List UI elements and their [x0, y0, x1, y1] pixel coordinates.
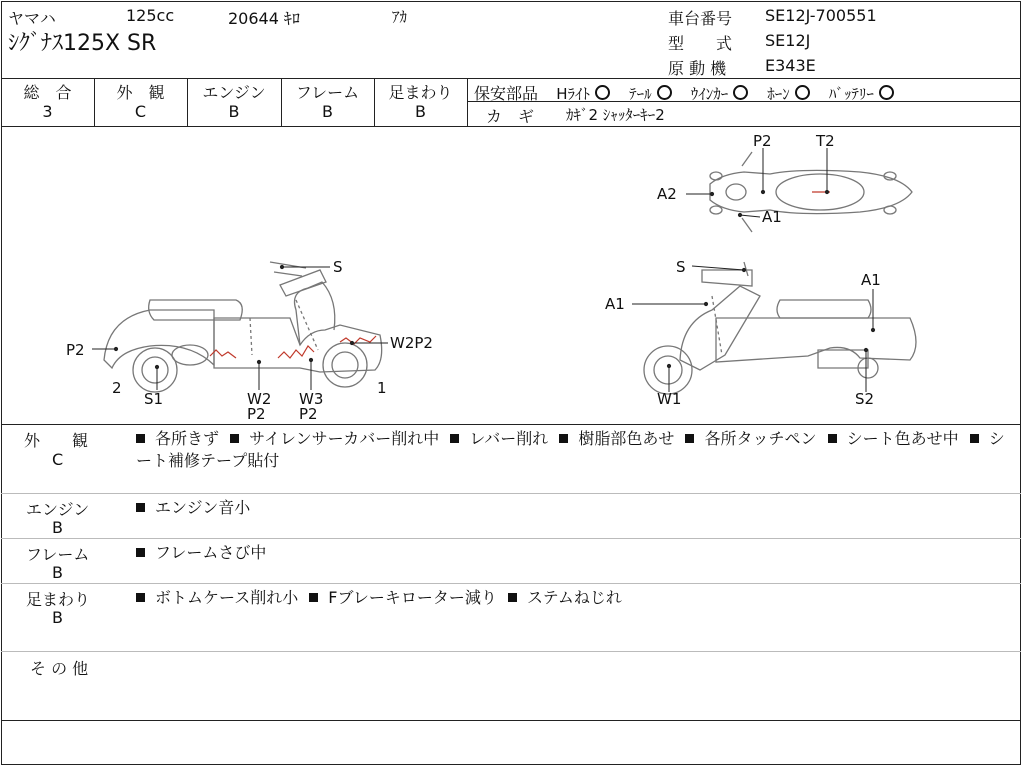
label-left-p2c: P2	[299, 405, 318, 423]
damage-marks	[210, 192, 830, 358]
overall-label: 総 合	[23, 83, 72, 102]
suspension-grade: B	[415, 102, 426, 121]
bullet-icon	[970, 434, 979, 443]
ok-circle-icon	[879, 85, 894, 100]
remark-item: 各所タッチペン	[704, 429, 817, 448]
remark-item: シート色あせ中	[846, 429, 959, 448]
overall-grade: 3	[42, 102, 53, 121]
label-left-2: 2	[112, 379, 122, 397]
remark-item: シート補修テープ貼付	[136, 429, 1005, 470]
bullet-icon	[685, 434, 694, 443]
damage-diagram	[0, 127, 1024, 425]
type-value: SE12J	[765, 31, 811, 50]
label-right-a1a: A1	[605, 295, 625, 313]
remark-suspension-label: 足まわり	[26, 590, 91, 609]
remark-other-label: そ の 他	[30, 659, 89, 678]
remark-engine-items	[136, 497, 250, 519]
label-left-w2p2: W2P2	[390, 334, 433, 352]
engine-label: エンジン	[202, 83, 266, 102]
remark-exterior-items	[136, 428, 1016, 472]
remark-suspension-grade: B	[52, 608, 63, 627]
displacement: 125cc	[126, 6, 175, 25]
divider	[1, 538, 1021, 539]
bullet-icon	[559, 434, 568, 443]
safety-parts	[474, 81, 894, 104]
chassis-label: 車台番号	[668, 9, 733, 28]
label-left-s1: S1	[144, 390, 164, 408]
label-right-s2: S2	[855, 390, 875, 408]
safety-item-taillight: ﾃｰﾙ	[629, 85, 652, 103]
label-top-a1: A1	[762, 208, 782, 226]
divider	[1, 651, 1021, 652]
remark-exterior-label: 外 観	[24, 431, 89, 450]
label-right-s: S	[676, 258, 686, 276]
engine-grade: B	[228, 102, 240, 121]
remark-item: 各所きず	[155, 429, 220, 448]
key-value: ｶｷﾞ2 ｼｬｯﾀｰｷｰ2	[566, 106, 665, 124]
safety-title: 保安部品	[474, 84, 539, 103]
divider	[1, 78, 1021, 79]
bullet-icon	[450, 434, 459, 443]
remark-frame-label: フレーム	[26, 545, 90, 564]
scooter-left-view	[104, 262, 382, 392]
remark-exterior-grade: C	[52, 450, 64, 469]
label-left-p2: P2	[66, 341, 85, 359]
remark-suspension-items	[136, 587, 622, 609]
label-left-1: 1	[377, 379, 387, 397]
safety-item-headlight: Hﾗｲﾄ	[556, 85, 590, 103]
divider	[1, 424, 1021, 425]
label-right-w1: W1	[657, 390, 682, 408]
chassis-value: SE12J-700551	[765, 6, 877, 25]
label-left-w2: W2	[247, 390, 272, 408]
label-left-s: S	[333, 258, 343, 276]
mileage: 20644 ｷﾛ	[228, 9, 300, 28]
type-label: 型 式	[668, 34, 733, 53]
engine-model-value: E343E	[765, 56, 816, 75]
label-top-t2: T2	[816, 132, 835, 150]
remark-item: ステムねじれ	[526, 588, 622, 607]
exterior-label: 外 観	[116, 83, 165, 102]
bullet-icon	[136, 593, 145, 602]
ok-circle-icon	[795, 85, 810, 100]
ok-circle-icon	[595, 85, 610, 100]
label-right-a1b: A1	[861, 271, 881, 289]
remark-item: ボトムケース削れ小	[155, 588, 299, 607]
remark-item: サイレンサーカバー削れ中	[249, 429, 440, 448]
damage-mark	[278, 346, 314, 358]
label-top-p2: P2	[753, 132, 772, 150]
remark-frame-items	[136, 542, 266, 564]
remark-item: Fブレーキローター減り	[328, 588, 497, 607]
bullet-icon	[136, 503, 145, 512]
ok-circle-icon	[657, 85, 672, 100]
bullet-icon	[230, 434, 239, 443]
bullet-icon	[309, 593, 318, 602]
remark-item: フレームさび中	[155, 543, 267, 562]
divider	[467, 78, 468, 126]
bullet-icon	[136, 548, 145, 557]
frame-label: フレーム	[295, 83, 360, 102]
remark-engine-label: エンジン	[26, 500, 90, 519]
bullet-icon	[136, 434, 145, 443]
safety-item-battery: ﾊﾞｯﾃﾘｰ	[828, 85, 874, 103]
model-name: ｼｸﾞﾅｽ125X SR	[8, 31, 157, 56]
color: ｱｶ	[392, 8, 408, 26]
frame-grade: B	[322, 102, 333, 121]
key-label: カ ギ	[486, 107, 535, 126]
engine-model-label: 原 動 機	[668, 59, 727, 78]
remark-item: レバー削れ	[469, 429, 549, 448]
remark-item: 樹脂部色あせ	[578, 429, 675, 448]
label-left-p2b: P2	[247, 405, 266, 423]
remark-engine-grade: B	[52, 518, 63, 537]
scooter-top-view	[710, 152, 912, 232]
safety-item-horn: ﾎｰﾝ	[767, 85, 790, 103]
remark-frame-grade: B	[52, 563, 63, 582]
maker: ヤマハ	[8, 9, 56, 28]
exterior-grade: C	[134, 102, 147, 121]
bullet-icon	[508, 593, 517, 602]
divider	[1, 720, 1021, 721]
bullet-icon	[828, 434, 837, 443]
remark-item: エンジン音小	[155, 498, 251, 517]
ok-circle-icon	[733, 85, 748, 100]
label-top-a2: A2	[657, 185, 677, 203]
suspension-label: 足まわり	[388, 83, 453, 102]
divider	[1, 583, 1021, 584]
safety-item-winker: ｳｲﾝｶｰ	[690, 85, 729, 103]
divider	[1, 493, 1021, 494]
label-left-w3: W3	[299, 390, 324, 408]
